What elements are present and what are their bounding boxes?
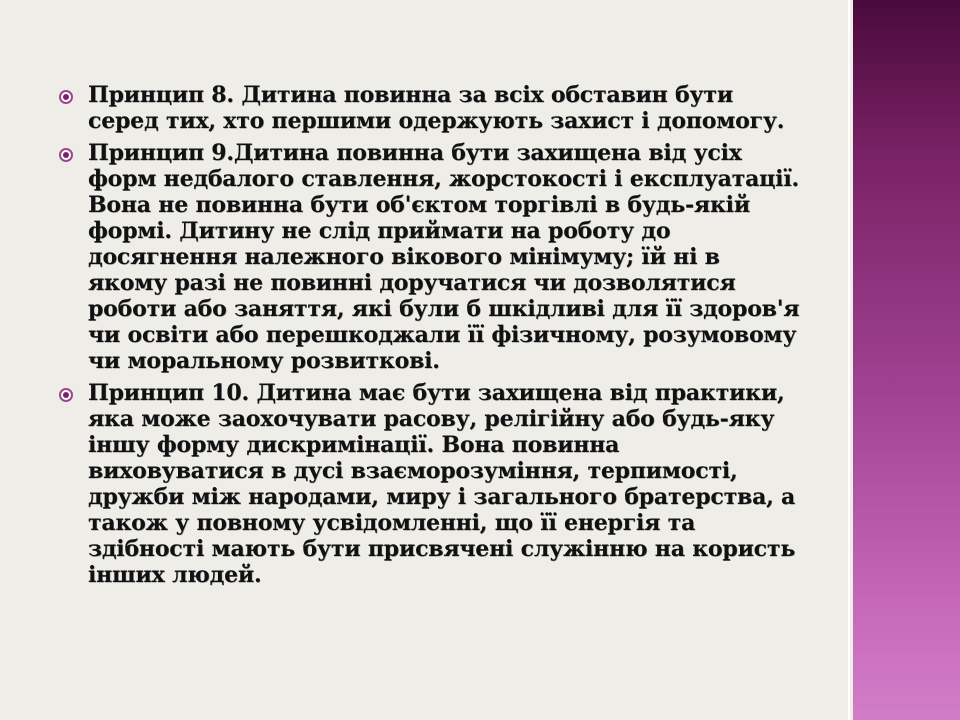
bullet-text: Принцип 8. Дитина повинна за всіх обставин бути серед тих, хто першими одержують захист і допомогу.	[88, 82, 785, 134]
slide-content	[55, 82, 800, 594]
bullet-item	[55, 380, 800, 588]
bullet-item	[55, 82, 800, 134]
bullet-text: Принцип 9.Дитина повинна бути захищена від усіх форм недбалого ставлення, жорстокості і експлуатації. Вона не повинна бути об'єктом торгівлі в будь-якій формі. Дитину не слід приймати на роботу до досягнення належного вікового мінімуму; їй ні в якому разі не повинні доручатися чи дозволятися роботи або заняття, які були б шкідливі для її здоров'я чи освіти або перешкоджали її фізичному, розумовому чи моральному розвиткові.	[88, 140, 800, 374]
bullet-circle-icon	[59, 388, 73, 402]
side-gradient-band	[853, 0, 960, 720]
bullet-circle-icon	[59, 90, 73, 104]
bullet-circle-icon	[59, 148, 73, 162]
bullet-item	[55, 140, 800, 374]
bullet-text: Принцип 10. Дитина має бути захищена від практики, яка може заохочувати расову, релігійну або будь-яку іншу форму дискримінації. Вона повинна виховуватися в дусі взаєморозуміння, терпимості, дружби між народами, миру і загального братерства, а також у повному усвідомленні, що її енергія та здібності мають бути присвячені служінню на користь інших людей.	[88, 380, 796, 588]
